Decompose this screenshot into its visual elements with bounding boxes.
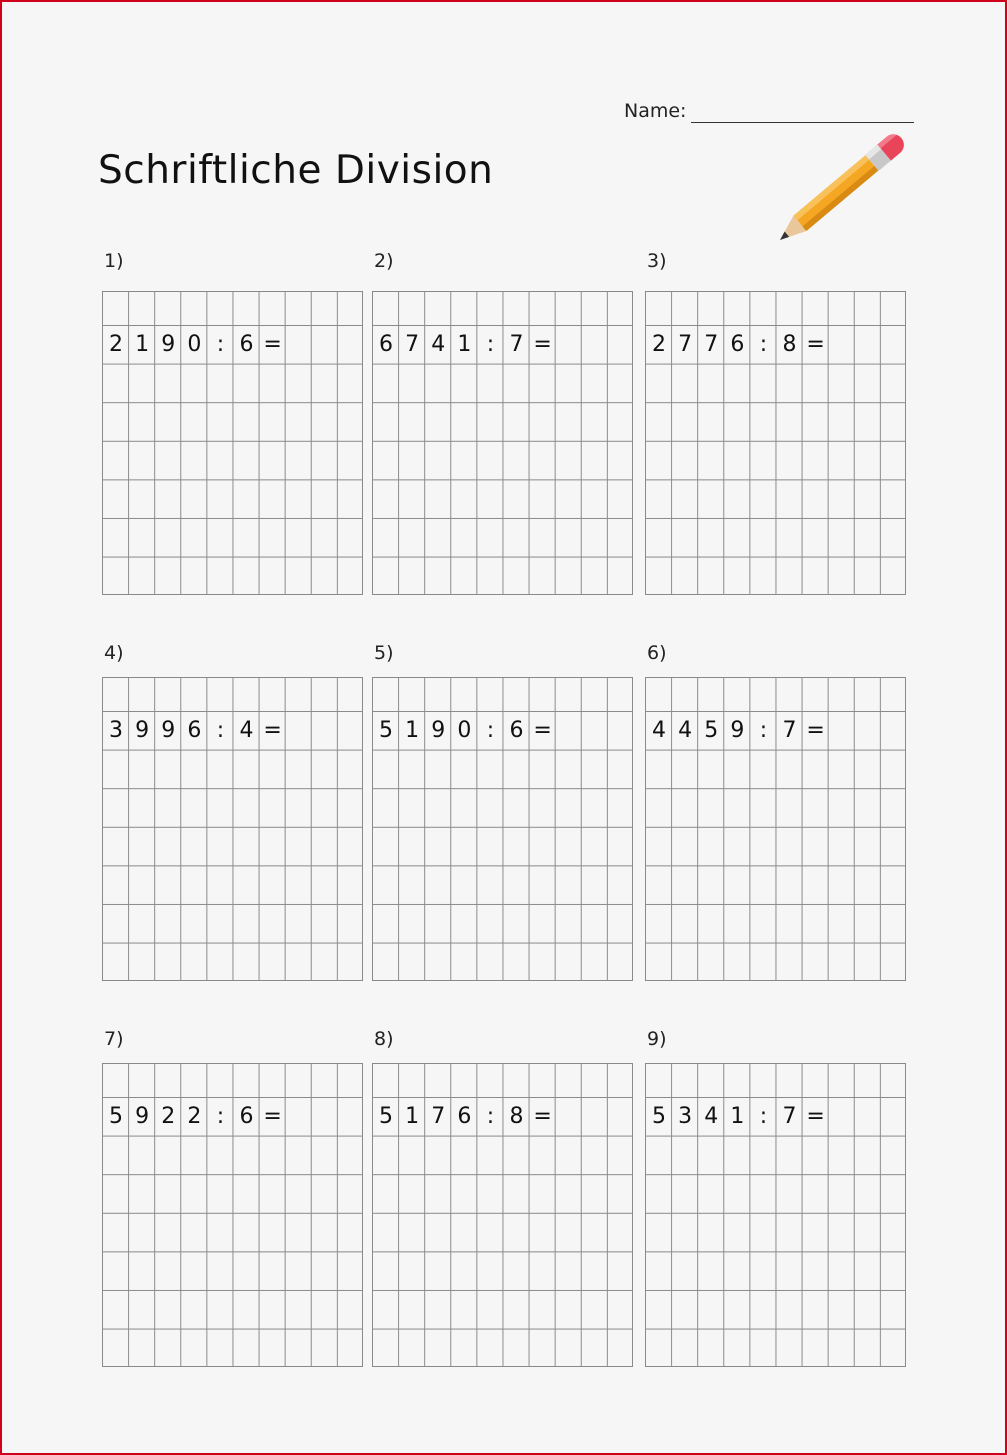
division-expression [646,711,829,749]
expression-cell: = [806,331,825,357]
expression-cell: 1 [405,717,420,743]
answer-grid[interactable] [645,1063,906,1367]
expression-cell: 2 [652,331,667,357]
name-label: Name: [624,100,687,122]
task-label: 9) [647,1028,667,1050]
expression-cell: 6 [457,1103,472,1129]
answer-grid[interactable] [372,291,633,595]
expression-cell: : [216,331,225,357]
expression-cell: = [533,1103,552,1129]
expression-cell: 8 [782,331,797,357]
task-label: 7) [104,1028,124,1050]
task-label: 1) [104,250,124,272]
expression-cell: 4 [652,717,667,743]
expression-cell: 6 [239,331,254,357]
expression-cell: 9 [161,331,176,357]
page-title: Schriftliche Division [98,148,494,193]
expression-cell: = [263,717,282,743]
task-label: 3) [647,250,667,272]
expression-cell: = [533,331,552,357]
expression-cell: = [263,331,282,357]
expression-cell: 2 [161,1103,176,1129]
expression-cell: 9 [431,717,446,743]
expression-cell: 1 [730,1103,745,1129]
expression-cell: 0 [457,717,472,743]
expression-cell: 9 [161,717,176,743]
expression-cell: 7 [431,1103,446,1129]
division-expression [646,1097,829,1135]
expression-cell: 9 [730,717,745,743]
division-expression [646,325,829,363]
expression-cell: : [486,1103,495,1129]
expression-cell: = [806,717,825,743]
expression-cell: 7 [405,331,420,357]
expression-cell: : [486,717,495,743]
expression-cell: = [806,1103,825,1129]
task-label: 5) [374,642,394,664]
expression-cell: 8 [509,1103,524,1129]
answer-grid[interactable] [645,677,906,981]
expression-cell: 3 [678,1103,693,1129]
expression-cell: 1 [135,331,150,357]
expression-cell: 1 [405,1103,420,1129]
answer-grid[interactable] [645,291,906,595]
expression-cell: 3 [109,717,124,743]
expression-cell: : [486,331,495,357]
expression-cell: 5 [652,1103,667,1129]
expression-cell: 5 [379,1103,394,1129]
answer-grid[interactable] [372,1063,633,1367]
division-expression [373,325,556,363]
answer-grid[interactable] [102,677,363,981]
expression-cell: : [759,331,768,357]
division-expression [103,711,286,749]
expression-cell: 5 [704,717,719,743]
expression-cell: : [759,717,768,743]
answer-grid[interactable] [372,677,633,981]
expression-cell: 7 [782,717,797,743]
expression-cell: = [263,1103,282,1129]
expression-cell: 5 [109,1103,124,1129]
task-label: 4) [104,642,124,664]
expression-cell: 6 [379,331,394,357]
expression-cell: 7 [782,1103,797,1129]
division-expression [103,1097,286,1135]
expression-cell: 7 [678,331,693,357]
expression-cell: 2 [109,331,124,357]
expression-cell: 9 [135,717,150,743]
expression-cell: 2 [187,1103,202,1129]
expression-cell: 4 [431,331,446,357]
expression-cell: 5 [379,717,394,743]
task-label: 6) [647,642,667,664]
expression-cell: 1 [457,331,472,357]
division-expression [103,325,286,363]
expression-cell: 6 [187,717,202,743]
division-expression [373,1097,556,1135]
task-label: 2) [374,250,394,272]
expression-cell: 6 [730,331,745,357]
expression-cell: 0 [187,331,202,357]
expression-cell: 7 [509,331,524,357]
expression-cell: = [533,717,552,743]
expression-cell: : [216,717,225,743]
expression-cell: 7 [704,331,719,357]
expression-cell: 9 [135,1103,150,1129]
expression-cell: 4 [678,717,693,743]
expression-cell: : [216,1103,225,1129]
expression-cell: 4 [239,717,254,743]
expression-cell: 6 [509,717,524,743]
task-label: 8) [374,1028,394,1050]
name-field[interactable] [691,122,914,123]
division-expression [373,711,556,749]
pencil-icon [772,132,904,247]
answer-grid[interactable] [102,1063,363,1367]
expression-cell: 6 [239,1103,254,1129]
answer-grid[interactable] [102,291,363,595]
expression-cell: : [759,1103,768,1129]
expression-cell: 4 [704,1103,719,1129]
